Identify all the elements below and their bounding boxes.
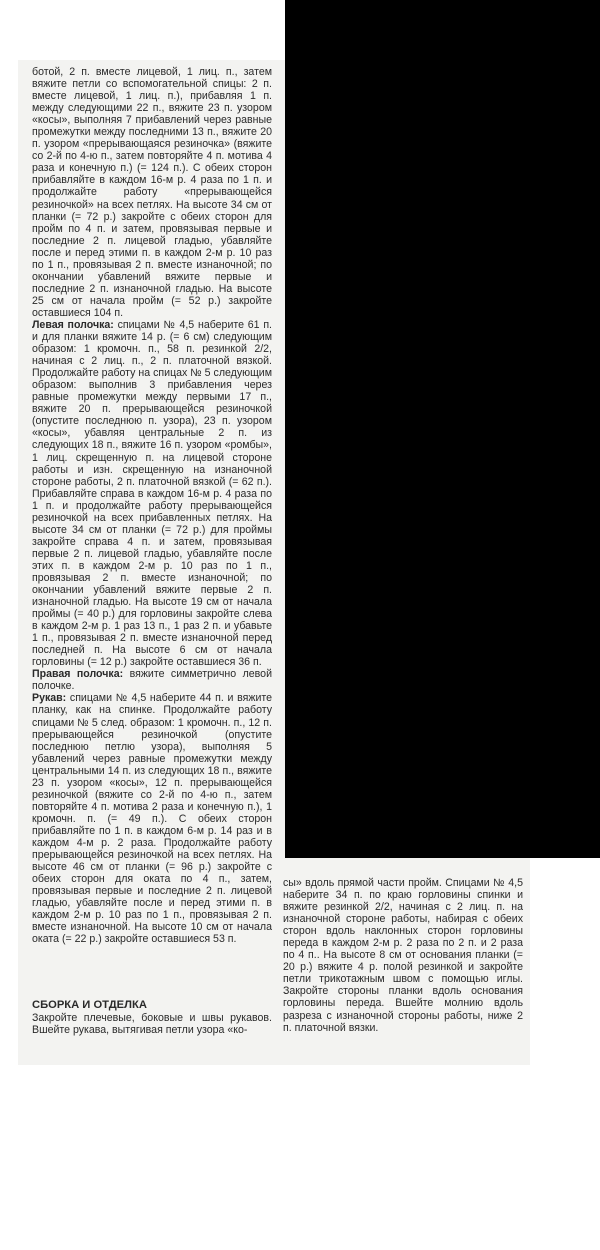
left-front-text: спицами № 4,5 наберите 61 п. и для планки вяжите 14 р. (= 6 см) следующим образом: 1 кромочн. п., 58 п. резинкой 2/2, начиная с 2 лиц. п., 2 п. платочной вязкой. Продолжайте работу на спицах № 5 следующим образом: выполнив 3 прибавления через равные промежутки между первыми 17 п., вяжите 20 п. прерывающейся резиночкой (опустите последнюю п. узора), 23 п. узором «косы», убавляя центральные 2 п. из следующих 18 п., вяжите 16 п. узором «ромбы», 1 лиц. скрещенную п. на лицевой стороне работы и изн. скрещенную на изнаночной стороне работы, 2 п. платочной вязкой (= 62 п.). Прибавляйте справа в каждом 16-м р. 4 раза по 1 п. и продолжайте работу прерывающейся резиночкой на всех прибавленных петлях. На высоте 34 см от планки (= 72 р.) для проймы закройте справа 4 п. и затем, провязывая первые 2 п. лицевой гладью, убавляйте после этих п. в каждом 2-м р. 10 раз по 1 п., провязывая 2 п. вместе изнаночной; по окончании убавлений вяжите первые 2 п. изнаночной гладью. На высоте 19 см от начала проймы (= 40 р.) для горловины закройте слева в каждом 2-м р. 1 раз 13 п., 1 раз 2 п. и убавьте 1 п., провязывая 2 п. вместе изнаночной перед последней п. На высоте 6 см от начала горловины (= 12 р.) закройте оставшиеся 36 п.: [32, 318, 272, 669]
right-front-heading: Правая полочка:: [32, 668, 124, 681]
left-front-paragraph: [32, 319, 272, 668]
back-continuation-paragraph: ботой, 2 п. вместе лицевой, 1 лиц. п., затем вяжите петли со вспомогательной спицы: 2 п. вместе лицевой, 1 лиц. п.), прибавляя 1 п. между следующими 22 п., вяжите 23 п. узором «косы», выполняя 7 прибавлений через равные промежутки между последними 13 п., вяжите 20 п. узором «прерывающаяся резиночка» (вяжите со 2-й по 4-ю п., затем повторяйте 4 п. мотива 4 раза и конечную п.) (= 124 п.). С обеих сторон прибавляйте в каждом 16-м р. 4 раза по 1 п. и продолжайте работу «прерывающейся резиночкой» на всех петлях. На высоте 34 см от планки (= 72 р.) закройте с обеих сторон для пройм по 4 п. и затем, провязывая первые и последние 2 п. лицевой гладью, убавляйте после и перед этими п. в каждом 2-м р. 10 раз по 1 п., провязывая 2 п. вместе изнаночной; по окончании убавлений вяжите первые и последние 2 п. изнаночной гладью. На высоте 25 см от начала пройм (= 52 р.) закройте оставшиеся 104 п.: [32, 66, 272, 319]
black-redaction-block: [285, 0, 600, 858]
right-front-text: вяжите симметрично левой полочке.: [32, 668, 272, 693]
right-front-paragraph: [32, 668, 272, 692]
assembly-text: Закройте плечевые, боковые и швы рукавов. Вшейте рукава, вытягивая петли узора «ко-: [32, 1012, 272, 1037]
left-text-column: [32, 66, 272, 945]
assembly-section: [32, 997, 272, 1036]
assembly-title: СБОРКА И ОТДЕЛКА: [32, 999, 147, 1011]
sleeve-paragraph: [32, 692, 272, 945]
sleeve-heading: Рукав:: [32, 692, 67, 705]
assembly-continuation-text: сы» вдоль прямой части пройм. Спицами № 4,5 наберите 34 п. по краю горловины спинки и вяжите резинкой 2/2, начиная с 2 лиц. п. на изнаночной стороне работы, набирая с обеих сторон вдоль наклонных сторон горловины переда в каждом 2-м р. 2 раза по 2 п. и 2 раза по 4 п.. На высоте 8 см от основания планки (= 20 р.) вяжите 4 р. полой резинкой и закройте петли трикотажным швом с помощью иглы. Закройте стороны планки вдоль основания горловины переда. Вшейте молнию вдоль разреза с изнаночной стороны работы, ниже 2 п. платочной вязки.: [283, 877, 523, 1034]
left-front-heading: Левая полочка:: [32, 318, 114, 331]
sleeve-text: спицами № 4,5 наберите 44 п. и вяжите планку, как на спинке. Продолжайте работу спицами № 5 след. образом: 1 кромочн. п., 12 п. прерывающейся резиночкой (опустите последнюю петлю узора), выполняя 5 убавлений через равные промежутки между центральными 14 п. из следующих 18 п., вяжите 23 п. узором «косы», 12 п. прерывающейся резиночкой (вяжите со 2-й по 4-ю п., затем повторяйте 4 п. мотива 2 раза и конечную п.), 1 кромочн. п. (= 49 п.). С обеих сторон прибавляйте по 1 п. в каждом 6-м р. 14 раз и в каждом 4-м р. 2 раза. Продолжайте работу прерывающейся резиночкой на всех петлях. На высоте 46 см от планки (= 96 р.) закройте с обеих сторон для оката по 4 п., затем, провязывая первые и последние 2 п. лицевой гладью, убавляйте после и перед этими п. в каждом 2-м р. 10 раз по 1 п., провязывая 2 п. вместе изнаночной. На высоте 10 см от начала оката (= 22 р.) закройте оставшиеся 53 п.: [32, 692, 272, 946]
right-text-column: [283, 877, 523, 1034]
